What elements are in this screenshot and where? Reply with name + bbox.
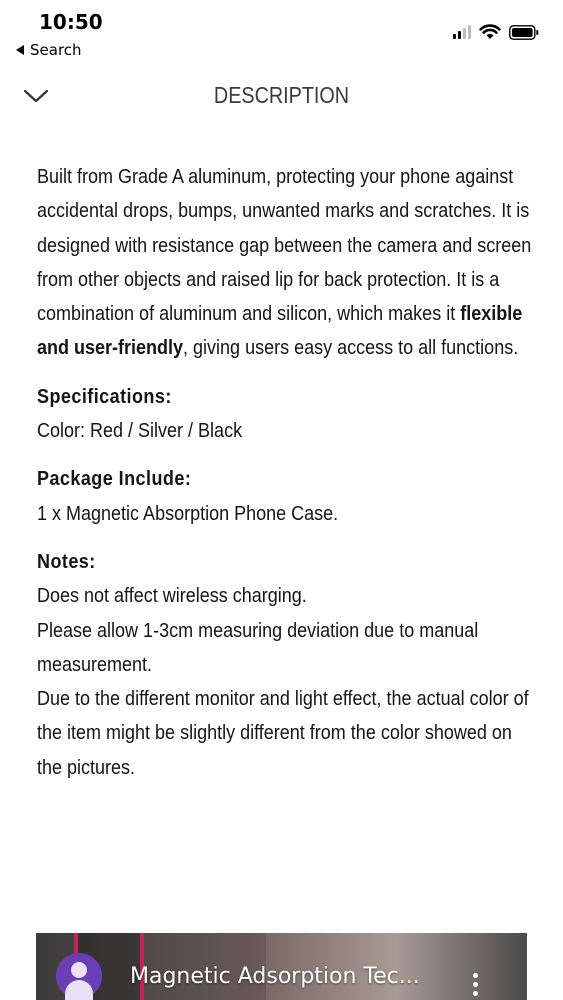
intro-text [37,160,532,366]
wifi-icon [479,24,501,40]
cellular-signal-icon [453,25,471,39]
notes-section [37,545,532,785]
status-bar [0,0,563,66]
back-to-app-label: Search [30,41,82,59]
channel-avatar-icon[interactable] [56,953,102,999]
note-item: Due to the different monitor and light effect, the actual color of the item might be slightly different from the color showed on the pictures. [37,688,529,779]
package-heading: Package Include: [37,468,192,491]
specifications-color: Color: Red / Silver / Black [37,420,243,443]
video-title[interactable]: Magnetic Adsorption Tec... [130,964,420,989]
specifications-heading: Specifications: [37,385,172,408]
package-section [37,462,532,531]
note-item: Does not affect wireless charging. [37,585,307,608]
description-header [0,74,563,124]
description-content [37,160,532,799]
status-icons [453,24,539,40]
intro-text-bold: flexible and user-friendly [37,303,523,360]
specifications-section [37,380,532,449]
back-triangle-icon [16,45,24,55]
embedded-video[interactable] [36,933,527,1000]
battery-icon [509,25,539,40]
back-to-app-link[interactable] [16,41,82,59]
notes-heading: Notes: [37,550,96,573]
package-item: 1 x Magnetic Absorption Phone Case. [37,502,339,525]
intro-paragraph [37,160,532,366]
intro-text-part1: Built from Grade A aluminum, protecting your phone against accidental drops, bumps, unwanted marks and scratches. It is designed with resistance gap between the camera and screen from other objects and raised lip for back protection. It is a combination of aluminum and silicon, which makes it [37,166,532,326]
page-title: DESCRIPTION [213,82,350,108]
more-vertical-icon[interactable] [473,973,479,996]
status-time: 10:50 [39,10,103,34]
intro-text-part2: , giving users easy access to all functions. [183,337,519,360]
note-item: Please allow 1-3cm measuring deviation due to manual measurement. [37,619,479,676]
